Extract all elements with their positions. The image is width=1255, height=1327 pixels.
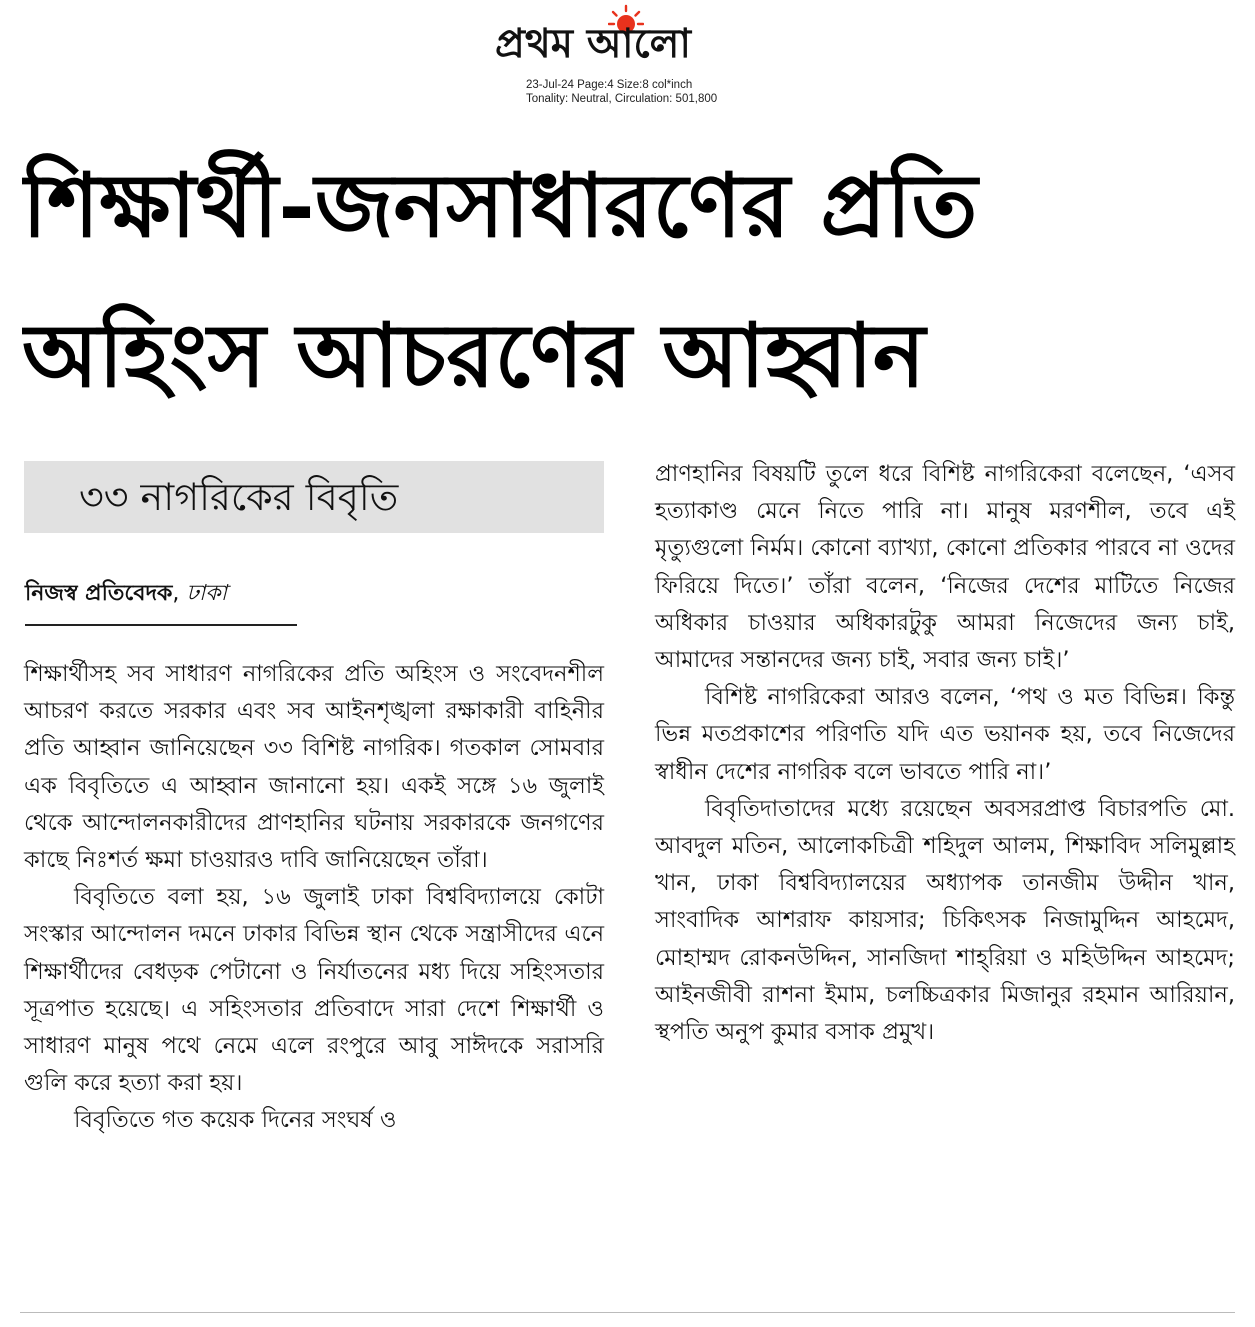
byline-divider bbox=[25, 624, 297, 626]
byline-place: ঢাকা bbox=[186, 581, 228, 606]
clipping-meta bbox=[526, 78, 717, 106]
paragraph: বিবৃতিদাতাদের মধ্যে রয়েছেন অবসরপ্রাপ্ত বিচারপতি মো. আবদুল মতিন, আলোকচিত্রী শহিদুল আলম, শিক্ষাবিদ সলিমুল্লাহ খান, ঢাকা বিশ্ববিদ্যালয়ের অধ্যাপক তানজীম উদ্দীন খান, সাংবাদিক আশরাফ কায়সার; চিকিৎসক নিজামুদ্দিন আহমেদ, মোহাম্মদ রোকনউদ্দিন, সানজিদা শাহ্‌রিয়া ও মহিউদ্দিন আহমেদ; আইনজীবী রাশনা ইমাম, চলচ্চিত্রকার মিজানুর রহমান আরিয়ান, স্থপতি অনুপ কুমার বসাক প্রমুখ। bbox=[655, 795, 1235, 1046]
article-column-1 bbox=[24, 656, 604, 1140]
clip-info: 23-Jul-24 Page:4 Size:8 col*inch bbox=[526, 79, 693, 91]
byline bbox=[25, 578, 227, 610]
newspaper-logo: প্রথম আলো bbox=[495, 20, 692, 67]
paragraph: বিবৃতিতে বলা হয়, ১৬ জুলাই ঢাকা বিশ্ববিদ্যালয়ে কোটা সংস্কার আন্দোলন দমনে ঢাকার বিভিন্ন স্থান থেকে সন্ত্রাসীদের এনে শিক্ষার্থীদের বেধড়ক পেটানো ও নির্যাতনের মধ্য দিয়ে সহিংসতার সূত্রপাত হয়েছে। এ সহিংসতার প্রতিবাদে সারা দেশে শিক্ষার্থী ও সাধারণ মানুষ পথে নেমে এলে রংপুরে আবু সাঈদকে সরাসরি গুলি করে হত্যা করা হয়। bbox=[24, 884, 604, 1097]
byline-separator: , bbox=[172, 581, 187, 606]
headline bbox=[22, 130, 1237, 430]
paragraph: শিক্ষার্থীসহ সব সাধারণ নাগরিকের প্রতি অহিংস ও সংবেদনশীল আচরণ করতে সরকার এবং সব আইনশৃঙ্খলা রক্ষাকারী বাহিনীর প্রতি আহ্বান জানিয়েছেন ৩৩ বিশিষ্ট নাগরিক। গতকাল সোমবার এক বিবৃতিতে এ আহ্বান জানানো হয়। একই সঙ্গে ১৬ জুলাই থেকে আন্দোলনকারীদের প্রাণহানির ঘটনায় সরকারকে জনগণের কাছে নিঃশর্ত ক্ষমা চাওয়ারও দাবি জানিয়েছেন তাঁরা। bbox=[24, 661, 604, 874]
article-column-2 bbox=[655, 456, 1235, 1051]
paragraph: প্রাণহানির বিষয়টি তুলে ধরে বিশিষ্ট নাগরিকেরা বলেছেন, ‘এসব হত্যাকাণ্ড মেনে নিতে পারি না। মানুষ মরণশীল, তবে এই মৃত্যুগুলো নির্মম। কোনো ব্যাখ্যা, কোনো প্রতিকার পারবে না ওদের ফিরিয়ে দিতে।’ তাঁরা বলেন, ‘নিজের দেশের মাটিতে নিজের অধিকার চাওয়ার অধিকারটুকু আমরা নিজেদের জন্য চাই, আমাদের সন্তানদের জন্য চাই, সবার জন্য চাই।’ bbox=[655, 461, 1235, 674]
subheadline-box bbox=[24, 461, 604, 533]
bottom-divider bbox=[20, 1312, 1235, 1313]
clip-stats: Tonality: Neutral, Circulation: 501,800 bbox=[526, 93, 718, 105]
masthead bbox=[0, 0, 1255, 110]
paragraph: বিশিষ্ট নাগরিকেরা আরও বলেন, ‘পথ ও মত বিভিন্ন। কিন্তু ভিন্ন মতপ্রকাশের পরিণতি যদি এত ভয়ানক হয়, তবে নিজেদের স্বাধীন দেশের নাগরিক বলে ভাবতে পারি না।’ bbox=[655, 684, 1235, 785]
headline-line-2: অহিংস আচরণের আহ্বান bbox=[22, 303, 926, 407]
headline-line-1: শিক্ষার্থী-জনসাধারণের প্রতি bbox=[22, 153, 978, 257]
subheadline: ৩৩ নাগরিকের বিবৃতি bbox=[79, 475, 399, 519]
byline-reporter: নিজস্ব প্রতিবেদক bbox=[25, 581, 173, 606]
paragraph: বিবৃতিতে গত কয়েক দিনের সংঘর্ষ ও bbox=[74, 1107, 397, 1134]
